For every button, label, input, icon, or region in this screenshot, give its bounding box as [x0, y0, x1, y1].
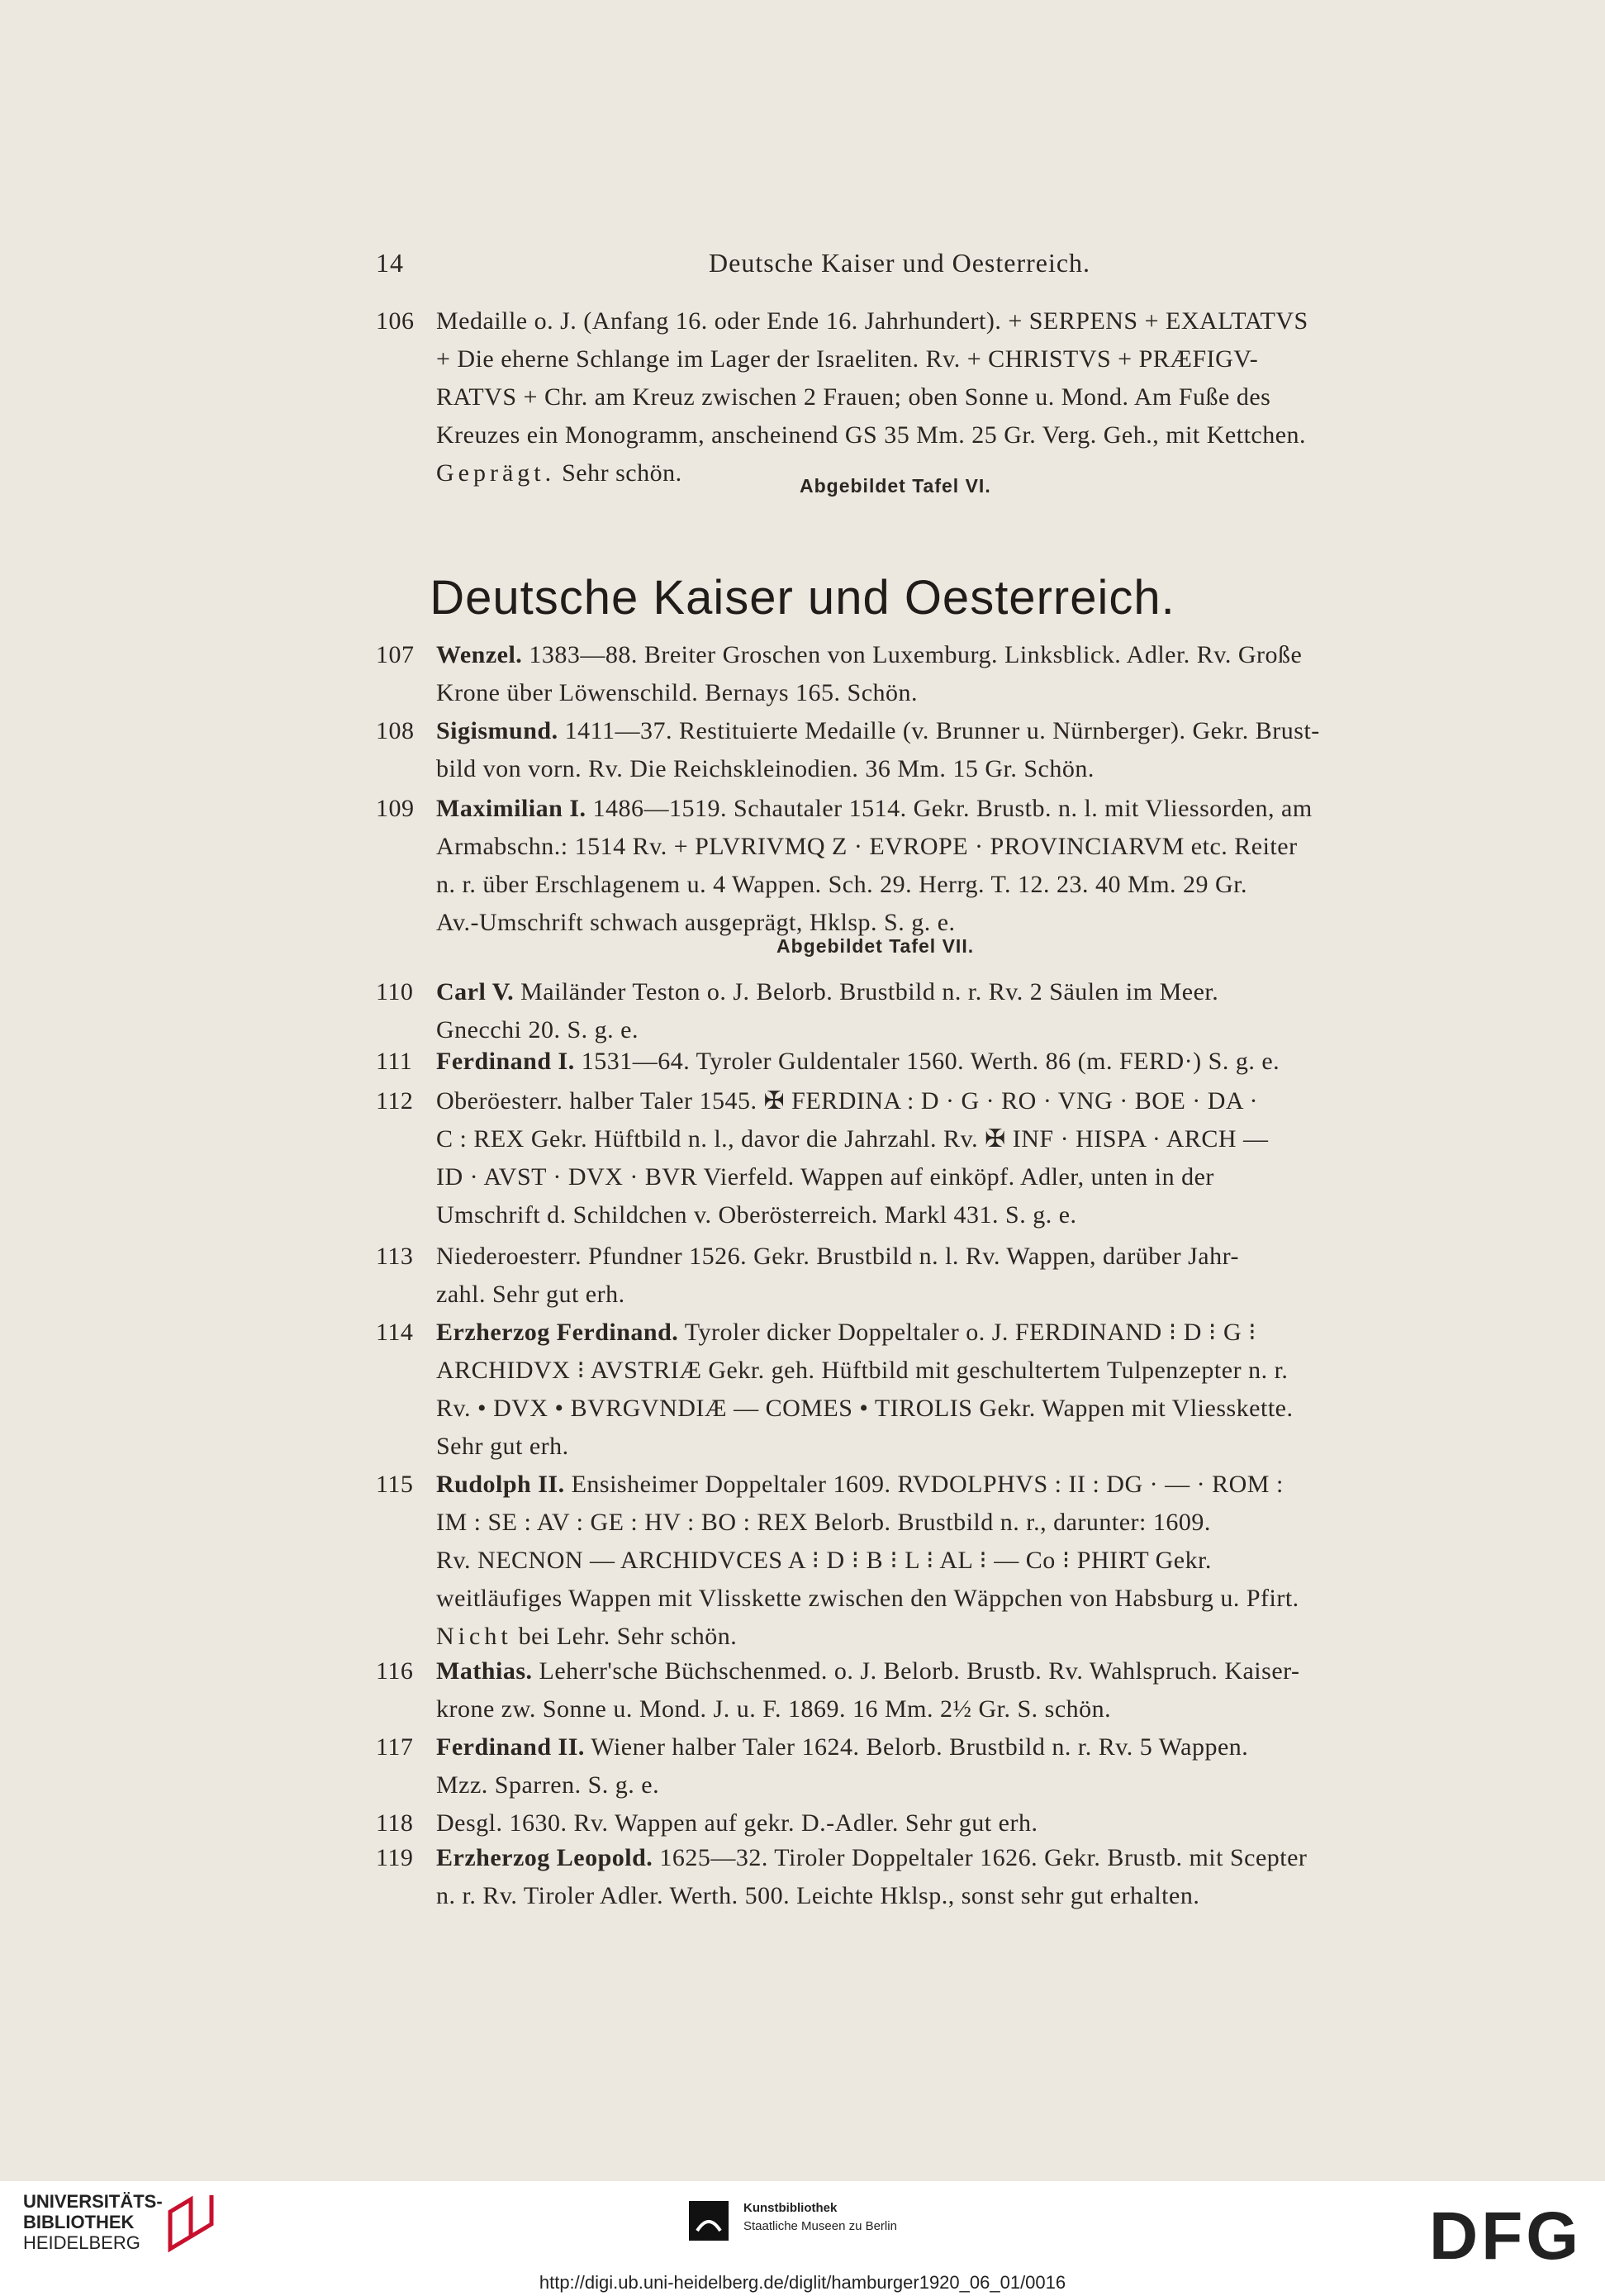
entry-108 — [376, 712, 1458, 788]
kunstbibliothek-logo[interactable] — [743, 2199, 897, 2236]
entry-line: bild von vorn. Rv. Die Reichskleinodien. 36 Mm. 15 Gr. Schön. — [436, 755, 1095, 782]
entry-number: 112 — [376, 1087, 414, 1115]
entry-number: 108 — [376, 717, 415, 744]
entry-line: Kreuzes ein Monogramm, anscheinend GS 35 Mm. 25 Gr. Verg. Geh., mit Kettchen. — [436, 421, 1307, 449]
entry-number: 118 — [376, 1809, 414, 1837]
ruler-name: Maximilian I. — [436, 795, 586, 822]
entry-line: 1486—1519. Schautaler 1514. Gekr. Brustb. n. l. mit Vliessorden, am — [592, 795, 1313, 822]
ub-heidelberg-logo[interactable] — [23, 2191, 163, 2253]
entry-line: Gnecchi 20. S. g. e. — [436, 1016, 639, 1043]
entry-line: Oberöesterr. halber Taler 1545. ✠ FERDINA : D · G · RO · VNG · BOE · DA · — [436, 1087, 1258, 1115]
kb-line: Kunstbibliothek — [743, 2201, 838, 2215]
kb-line: Staatliche Museen zu Berlin — [743, 2219, 897, 2233]
entry-106 — [376, 302, 1458, 492]
dfg-logo[interactable]: DFG — [1429, 2199, 1583, 2274]
entry-line: Umschrift d. Schildchen v. Oberösterreich. Markl 431. S. g. e. — [436, 1201, 1077, 1229]
entry-line: zahl. Sehr gut erh. — [436, 1281, 625, 1308]
entry-112 — [376, 1082, 1458, 1234]
entry-line: Wiener halber Taler 1624. Belorb. Brustbild n. r. Rv. 5 Wappen. — [591, 1733, 1249, 1761]
ruler-name: Wenzel. — [436, 641, 523, 668]
kunstbibliothek-emblem-icon — [686, 2198, 732, 2244]
entry-line: 1383—88. Breiter Groschen von Luxemburg. Linksblick. Adler. Rv. Große — [529, 641, 1303, 668]
entry-number: 111 — [376, 1048, 413, 1075]
ruler-name: Rudolph II. — [436, 1471, 565, 1498]
section-title: Deutsche Kaiser und Oesterreich. — [430, 571, 1175, 625]
entry-line: ID · AVST · DVX · BVR Vierfeld. Wappen auf einköpf. Adler, unten in der — [436, 1163, 1214, 1191]
plate-reference: Abgebildet Tafel VI. — [800, 475, 991, 497]
entry-line: IM : SE : AV : GE : HV : BO : REX Belorb. Brustbild n. r., darunter: 1609. — [436, 1509, 1211, 1536]
entry-line: n. r. über Erschlagenem u. 4 Wappen. Sch. 29. Herrg. T. 12. 23. 40 Mm. 29 Gr. — [436, 871, 1248, 898]
entry-line: Mailänder Teston o. J. Belorb. Brustbild n. r. Rv. 2 Säulen im Meer. — [520, 978, 1219, 1005]
ub-line: HEIDELBERG — [23, 2232, 140, 2253]
entry-line: krone zw. Sonne u. Mond. J. u. F. 1869. 16 Mm. 2½ Gr. S. schön. — [436, 1695, 1112, 1723]
entry-number: 117 — [376, 1733, 414, 1761]
entry-line: n. r. Rv. Tiroler Adler. Werth. 500. Leichte Hklsp., sonst sehr gut erhalten. — [436, 1882, 1200, 1909]
entry-line: Av.-Umschrift schwach ausgeprägt, Hklsp. S. g. e. — [436, 909, 956, 936]
entry-number: 115 — [376, 1471, 414, 1498]
running-head — [0, 248, 1605, 289]
page-number: 14 — [376, 248, 404, 278]
entry-line: Sehr gut erh. — [436, 1433, 569, 1460]
entry-line: Armabschn.: 1514 Rv. + PLVRIVMQ Z · EVROPE · PROVINCIARVM etc. Reiter — [436, 833, 1298, 860]
ruler-name: Carl V. — [436, 978, 515, 1005]
entry-number: 113 — [376, 1243, 414, 1270]
entry-line: Tyroler dicker Doppeltaler o. J. FERDINAND ⁝ D ⁝ G ⁝ — [684, 1319, 1257, 1346]
entry-line: ARCHIDVX ⁝ AVSTRIÆ Gekr. geh. Hüftbild mit geschultertem Tulpenzepter n. r. — [436, 1357, 1289, 1384]
entry-113 — [376, 1238, 1458, 1314]
ruler-name: Ferdinand II. — [436, 1733, 585, 1761]
entry-line: Ensisheimer Doppeltaler 1609. RVDOLPHVS : II : DG · — · ROM : — [571, 1471, 1284, 1498]
entry-tail: bei Lehr. Sehr schön. — [518, 1623, 738, 1650]
entry-number: 114 — [376, 1319, 414, 1346]
ruler-name: Erzherzog Ferdinand. — [436, 1319, 679, 1346]
entry-number: 119 — [376, 1844, 414, 1871]
entry-107 — [376, 636, 1458, 712]
entry-line: 1411—37. Restituierte Medaille (v. Brunner u. Nürnberger). Gekr. Brust- — [564, 717, 1320, 744]
entry-line: Mzz. Sparren. S. g. e. — [436, 1771, 660, 1799]
entry-115 — [376, 1466, 1458, 1656]
entry-line: + Die eherne Schlange im Lager der Israeliten. Rv. + CHRISTVS + PRÆFIGV- — [436, 345, 1259, 373]
entry-number: 110 — [376, 978, 414, 1005]
entry-line: Krone über Löwenschild. Bernays 165. Schön. — [436, 679, 919, 706]
ruler-name: Ferdinand I. — [436, 1048, 575, 1075]
ub-line: UNIVERSITÄTS- — [23, 2191, 163, 2212]
entry-111 — [376, 1043, 1458, 1081]
entry-line: Leherr'sche Büchschenmed. o. J. Belorb. Brustb. Rv. Wahlspruch. Kaiser- — [539, 1657, 1300, 1685]
entry-116 — [376, 1652, 1458, 1728]
running-title: Deutsche Kaiser und Oesterreich. — [709, 248, 1091, 278]
entry-number: 107 — [376, 641, 415, 668]
entry-119 — [376, 1839, 1458, 1915]
entry-number: 109 — [376, 795, 415, 822]
spaced-text: Geprägt. — [436, 459, 556, 487]
ruler-name: Mathias. — [436, 1657, 533, 1685]
ruler-name: Erzherzog Leopold. — [436, 1844, 653, 1871]
entry-118 — [376, 1804, 1458, 1842]
ub-line: BIBLIOTHEK — [23, 2212, 135, 2232]
entry-line: Rv. NECNON — ARCHIDVCES A ⁝ D ⁝ B ⁝ L ⁝ AL ⁝ — Co ⁝ PHIRT Gekr. — [436, 1547, 1212, 1574]
entry-line: 1531—64. Tyroler Guldentaler 1560. Werth. 86 (m. FERD·) S. g. e. — [581, 1048, 1280, 1075]
spaced-text: Nicht — [436, 1623, 512, 1650]
entry-110 — [376, 973, 1458, 1049]
entry-114 — [376, 1314, 1458, 1466]
entry-line: RATVS + Chr. am Kreuz zwischen 2 Frauen; oben Sonne u. Mond. Am Fuße des — [436, 383, 1271, 411]
ruler-name: Sigismund. — [436, 717, 558, 744]
entry-tail: Sehr schön. — [562, 459, 682, 487]
entry-line: Medaille o. J. (Anfang 16. oder Ende 16. Jahrhundert). + SERPENS + EXALTATVS — [436, 307, 1308, 335]
entry-line: 1625—32. Tiroler Doppeltaler 1626. Gekr. Brustb. mit Scepter — [659, 1844, 1308, 1871]
plate-reference: Abgebildet Tafel VII. — [776, 935, 975, 957]
ub-emblem-icon — [162, 2191, 228, 2257]
entry-line: C : REX Gekr. Hüftbild n. l., davor die Jahrzahl. Rv. ✠ INF · HISPA · ARCH — — [436, 1125, 1269, 1153]
entry-line: Desgl. 1630. Rv. Wappen auf gekr. D.-Adler. Sehr gut erh. — [436, 1809, 1038, 1837]
entry-line: Rv. • DVX • BVRGVNDIÆ — COMES • TIROLIS Gekr. Wappen mit Vliesskette. — [436, 1395, 1294, 1422]
entry-line: Niederoesterr. Pfundner 1526. Gekr. Brustbild n. l. Rv. Wappen, darüber Jahr- — [436, 1243, 1239, 1270]
entry-109 — [376, 790, 1458, 942]
entry-117 — [376, 1728, 1458, 1804]
entry-number: 106 — [376, 307, 415, 335]
entry-number: 116 — [376, 1657, 414, 1685]
permalink-url[interactable]: http://digi.ub.uni-heidelberg.de/diglit/hamburger1920_06_01/0016 — [539, 2272, 1066, 2293]
entry-line: weitläufiges Wappen mit Vlisskette zwischen den Wäppchen von Habsburg u. Pfirt. — [436, 1585, 1299, 1612]
